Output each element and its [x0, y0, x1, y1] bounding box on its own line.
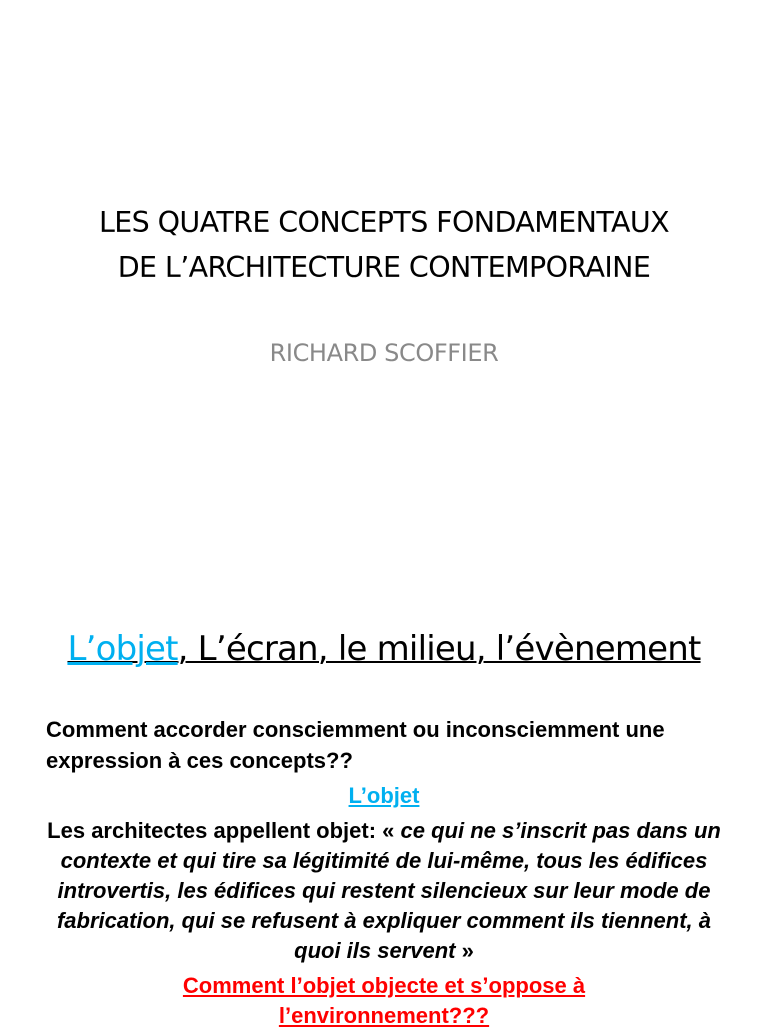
- heading-rest: , L’écran, le milieu, l’évènement: [177, 629, 701, 669]
- definition-quote: [40, 816, 728, 966]
- objet-link[interactable]: L’objet: [348, 783, 420, 808]
- quote-italic: ce qui ne s’inscrit pas dans un contexte et qui tire sa légitimité de lui-même, tous les édifices introvertis, les édifices qui restent silencieux sur leur mode de fabrication, qui se refusent à expliquer comment ils tiennent, à quoi ils servent: [56, 818, 721, 963]
- content-slide: [0, 576, 768, 1028]
- author-subtitle: RICHARD SCOFFIER: [269, 339, 499, 367]
- quote-close: »: [455, 938, 474, 963]
- red-question: Comment l’objet objecte et s’oppose à l’environnement???: [182, 973, 586, 1028]
- presentation-title: [40, 200, 728, 290]
- title-line-1: LES QUATRE CONCEPTS FONDAMENTAUX: [98, 206, 670, 239]
- quote-intro: Les architectes appellent objet: «: [47, 818, 401, 843]
- title-line-2: DE L’ARCHITECTURE CONTEMPORAINE: [117, 251, 651, 284]
- slide-heading: [20, 626, 748, 672]
- heading-link-objet[interactable]: L’objet: [67, 629, 178, 669]
- question-text: Comment accorder consciemment ou inconsciemment une expression à ces concepts??: [46, 717, 665, 773]
